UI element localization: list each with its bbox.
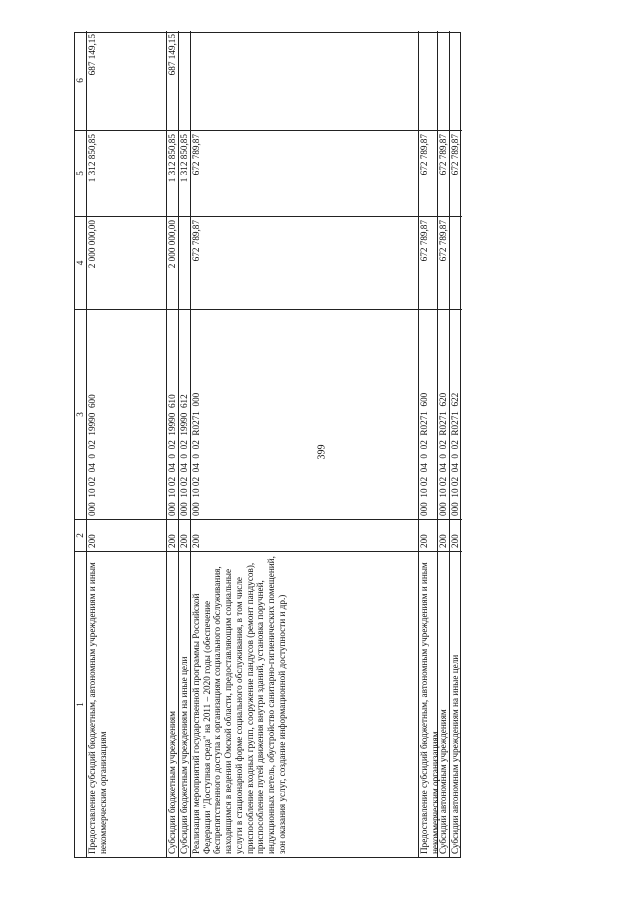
row-executed-value: 672 789,87 [191,130,418,216]
row-admin-code: 200 [191,519,418,551]
table-row [191,31,419,857]
row-classification-code: 000 10 02 04 0 02 R0271 000 [191,309,418,519]
header-col-3: 3 [75,309,86,519]
table-row [438,31,450,857]
row-classification-code: 000 10 02 04 0 02 19990 612 [179,309,190,519]
row-remaining-value [450,31,462,130]
row-approved-value: 2 000 000,00 [87,216,166,309]
row-remaining-value [191,31,418,130]
table-row [419,31,438,857]
row-admin-code: 200 [179,519,190,551]
table-row [167,31,179,857]
row-admin-code: 200 [450,519,462,551]
row-classification-code: 000 10 02 04 0 02 19990 610 [167,309,178,519]
header-col-4: 4 [75,216,86,309]
row-executed-value: 672 789,87 [450,130,462,216]
row-executed-value: 672 789,87 [438,130,449,216]
row-remaining-value: 687 149,15 [87,34,97,76]
row-admin-code: 200 [167,519,178,551]
row-approved-value [179,216,190,309]
row-admin-code: 200 [419,519,437,551]
row-name: Субсидии автономным учреждениям на иные цели [450,551,462,857]
row-name: Предоставление субсидий бюджетным, автономным учреждениям и иным некоммерческим организациям [419,551,437,857]
row-classification-code: 000 10 02 04 0 02 R0271 600 [419,309,437,519]
header-col-2: 2 [75,519,86,551]
table-row [179,31,191,857]
row-approved-value [450,216,462,309]
row-remaining-value [179,31,190,130]
row-executed-value: 1 312 850,85 [87,130,166,216]
row-executed-value: 672 789,87 [419,130,437,216]
header-col-1: 1 [75,551,86,857]
table-header-row [75,31,87,857]
row-approved-value: 672 789,87 [191,216,418,309]
row-executed-value: 1 312 850,85 [179,130,190,216]
row-classification-code: 000 10 02 04 0 02 R0271 620 [438,309,449,519]
row-remaining-value: 687 149,15 [167,34,177,76]
row-approved-value: 672 789,87 [438,216,449,309]
row-name: Субсидии автономным учреждениям [438,551,449,857]
row-approved-value: 672 789,87 [419,216,437,309]
table-row [450,31,462,857]
page-number: 399 [316,444,328,460]
row-executed-value: 1 312 850,85 [167,130,178,216]
row-remaining-value [419,31,437,130]
row-classification-code: 000 10 02 04 0 02 19990 600 [87,309,166,519]
budget-table [74,32,461,858]
row-name: Предоставление субсидий бюджетным, автономным учреждениям и иным некоммерческим организациям [87,551,166,857]
row-name: Субсидии бюджетным учреждениям [167,551,178,857]
header-col-6: 6 [75,78,85,83]
header-col-5: 5 [75,130,86,216]
row-name: Субсидии бюджетным учреждениям на иные цели [179,551,190,857]
row-remaining-value [438,31,449,130]
row-name: Реализация мероприятий государственной программы Российской Федерации "Доступная среда" на 2011 – 2020 годы (обеспечение беспрепятственного доступа к организациям социального обслуживания, находящимся в ведении Омской области, предоставляющим социальные услуги в стационарной форме социального обслуживания, в том числе приспособление входных групп, сооружение пандусов (ремонт пандусов), приспособление путей движения внутри зданий, установка поручней, индукционных петель, обустройство санитарно-гигиенических помещений, зон оказания услуг, создание информационной доступности и др.) [191,551,418,857]
row-admin-code: 200 [87,519,166,551]
row-admin-code: 200 [438,519,449,551]
table-row [87,31,167,857]
row-classification-code: 000 10 02 04 0 02 R0271 622 [450,309,462,519]
row-approved-value: 2 000 000,00 [167,216,178,309]
